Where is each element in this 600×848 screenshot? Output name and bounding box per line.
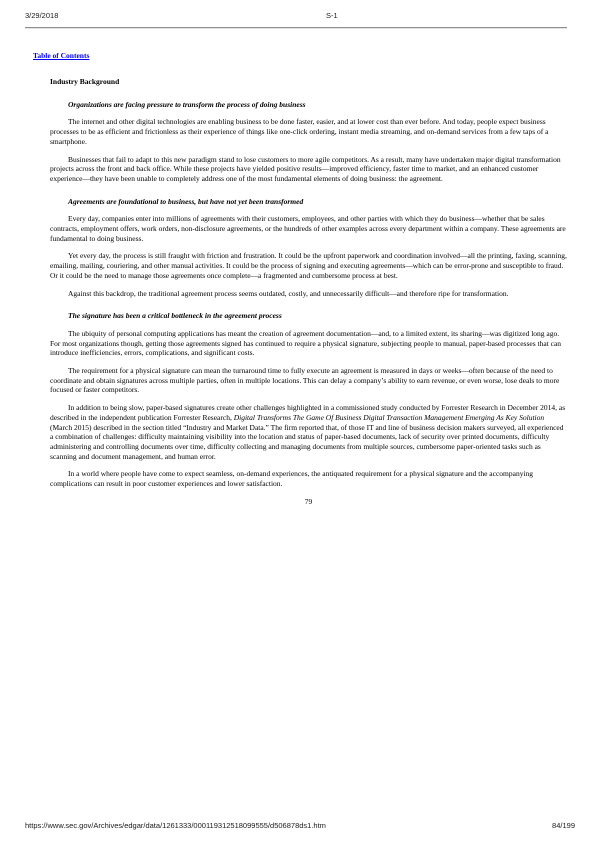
text-run: Businesses that fail to adapt to this new paradigm stand to lose customers to more agile competitors. As a result, many have undertaken major digital transformation projects across the front and back office. While these projects have yielded positive results—improved efficiency, faster time to market, and an enhanced customer experience—they have been unable to completely address one of the most fundamental elements of doing business: the agreement. [50,154,561,183]
subheading: The signature has been a critical bottleneck in the agreement process [68,311,282,321]
section-title: Industry Background [50,77,120,86]
document-body [50,100,567,489]
text-run: Every day, companies enter into millions of agreements with their customers, employees, and other parties with which they do business—whether that be sales contracts, employment offers, work orders, non-disclosure agreements, or the hundreds of other examples across every department within a company. These agreements are fundamental to doing business. [50,214,566,243]
text-run: Yet every day, the process is still fraught with friction and frustration. It could be the upfront paperwork and coordination involved—all the printing, faxing, scanning, emailing, mailing, couriering, and other manual activities. It could be the process of signing and executing agreements—which can be error-prone and susceptible to fraud. Or it could be the need to manage those agreements once complete—a fragmented and cumbersome process at best. [50,251,567,280]
print-footer [25,821,575,830]
paragraph [50,117,567,146]
text-run: The internet and other digital technologies are enabling business to be done faster, easier, and at lower cost than ever before. And today, people expect business processes to be as efficient and frictionless as their experience of things like one-click ordering, instant media streaming, and on-demand services from a few taps of a smartphone. [50,117,549,146]
paragraph [50,403,567,461]
source-url: https://www.sec.gov/Archives/edgar/data/1261333/000119312518099555/d506878ds1.htm [25,821,326,830]
document-content [33,0,567,506]
subheading: Organizations are facing pressure to transform the process of doing business [68,99,306,109]
text-run: Against this backdrop, the traditional agreement process seems outdated, costly, and unnecessarily difficult—and therefore ripe for transformation. [68,288,509,298]
paragraph [50,155,567,184]
text-run: In a world where people have come to expect seamless, on-demand experiences, the antiquated requirement for a physical signature and the accompanying complications can result in poor customer experiences and lower satisfaction. [50,469,534,489]
page-indicator: 84/199 [552,821,575,830]
paragraph [50,366,567,395]
table-of-contents-link[interactable]: Table of Contents [33,51,90,60]
page-number: 79 [304,496,313,506]
paragraph [50,251,567,280]
form-type-label: S-1 [326,11,338,20]
paragraph [50,329,567,358]
paragraph [50,214,567,243]
paragraph [50,469,567,488]
text-run: (March 2015) described in the section titled “Industry and Market Data.” The firm reported that, of those IT and line of business decision makers surveyed, all experienced a combination of challenges: difficulty maintaining visibility into the location and status of paper-based documents, lack of security over printed documents, difficulty administering and controlling documents over time, difficulty collecting and managing documents from multiple sources, cumbersome paper-oriented tasks such as scanning and document management, and human error. [50,422,564,461]
print-date: 3/29/2018 [25,11,59,20]
text-run: The ubiquity of personal computing applications has meant the creation of agreement documentation—and, to a limited extent, its sharing—was digitized long ago. For most organizations though, getting those agreements signed has continued to require a physical signature, subjecting people to manual, paper-based processes that can introduce inefficiencies, errors, complications, and significant costs. [50,328,562,358]
text-run: The requirement for a physical signature can mean the turnaround time to fully execute an agreement is measured in days or weeks—often because of the need to coordinate and obtain signatures across multiple parties, often in multiple locations. This can delay a company’s ability to earn revenue, or even worse, lose deals to more focused or faster competitors. [50,366,560,395]
subheading: Agreements are foundational to business, but have not yet been transformed [68,196,304,206]
paragraph [50,289,567,299]
text-run: In addition to being slow, paper-based signatures create other challenges highlighted in a commissioned study conducted by Forrester Research in December 2014, as described in the independent publication Forrester Research, [50,403,566,422]
italic-citation-title: Digital Transforms The Game Of Business Digital Transaction Management Emerging As Key Solution [233,412,545,422]
